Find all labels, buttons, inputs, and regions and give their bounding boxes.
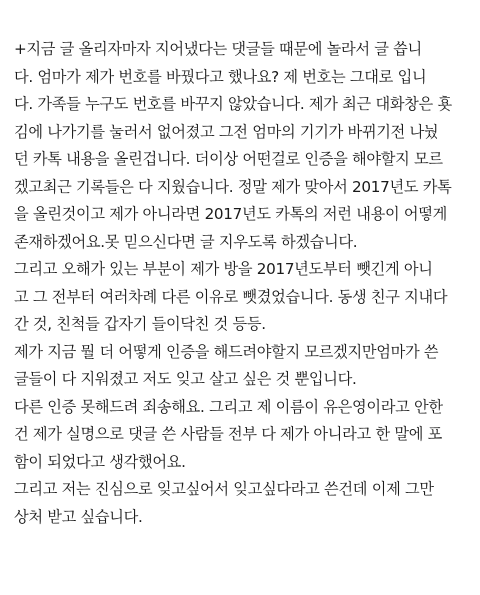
text-line: 간 것, 친척들 갑자기 들이닥친 것 등등. xyxy=(14,315,266,333)
text-line: 다. 엄마가 제가 번호를 바꿨다고 했나요? 제 번호는 그대로 입니 xyxy=(14,67,427,86)
text-line: 상처 받고 싶습니다. xyxy=(14,507,143,526)
text-line: 겠고최근 기록들은 다 지웠습니다. 정말 제가 맞아서 2017년도 카톡 xyxy=(14,177,452,196)
text-line: 건 제가 실명으로 댓글 쓴 사람들 전부 다 제가 아니라고 한 말에 포 xyxy=(14,425,442,443)
text-line: 그리고 오해가 있는 부분이 제가 방을 2017년도부터 뺏긴게 아니 xyxy=(14,260,433,278)
text-line: 다. 가족들 누구도 번호를 바꾸지 않았습니다. 제가 최근 대화창은 횻 xyxy=(14,95,452,113)
text-line: 그리고 저는 진심으로 잊고싶어서 잊고싶다라고 쓴건데 이제 그만 xyxy=(14,480,434,498)
text-line: 함이 되었다고 생각했어요. xyxy=(14,452,186,471)
text-line: 다른 인증 못해드려 죄송해요. 그리고 제 이름이 유은영이라고 안한 xyxy=(14,397,443,416)
post-body xyxy=(14,36,474,531)
text-line: 제가 지금 뭘 더 어떻게 인증을 해드려야할지 모르겠지만엄마가 쓴 xyxy=(14,342,439,361)
text-line: 을 올린것이고 제가 아니라면 2017년도 카톡의 저런 내용이 어떻게 xyxy=(14,205,447,223)
text-line: 김에 나가기를 눌러서 없어졌고 그전 엄마의 기기가 바뀌기전 나눴 xyxy=(14,122,439,141)
text-line: 고 그 전부터 여러차례 다른 이유로 뺏겼었습니다. 동생 친구 지내다 xyxy=(14,287,448,306)
text-line: 던 카톡 내용을 올린겁니다. 더이상 어떤걸로 인증을 해야할지 모르 xyxy=(14,150,443,168)
text-line: +지금 글 올리자마자 지어냈다는 댓글들 때문에 놀라서 글 씁니 xyxy=(14,40,422,58)
text-line: 글들이 다 지워졌고 저도 잊고 살고 싶은 것 뿐입니다. xyxy=(14,370,357,388)
text-line: 존재하겠어요.못 믿으신다면 글 지우도록 하겠습니다. xyxy=(14,232,358,251)
